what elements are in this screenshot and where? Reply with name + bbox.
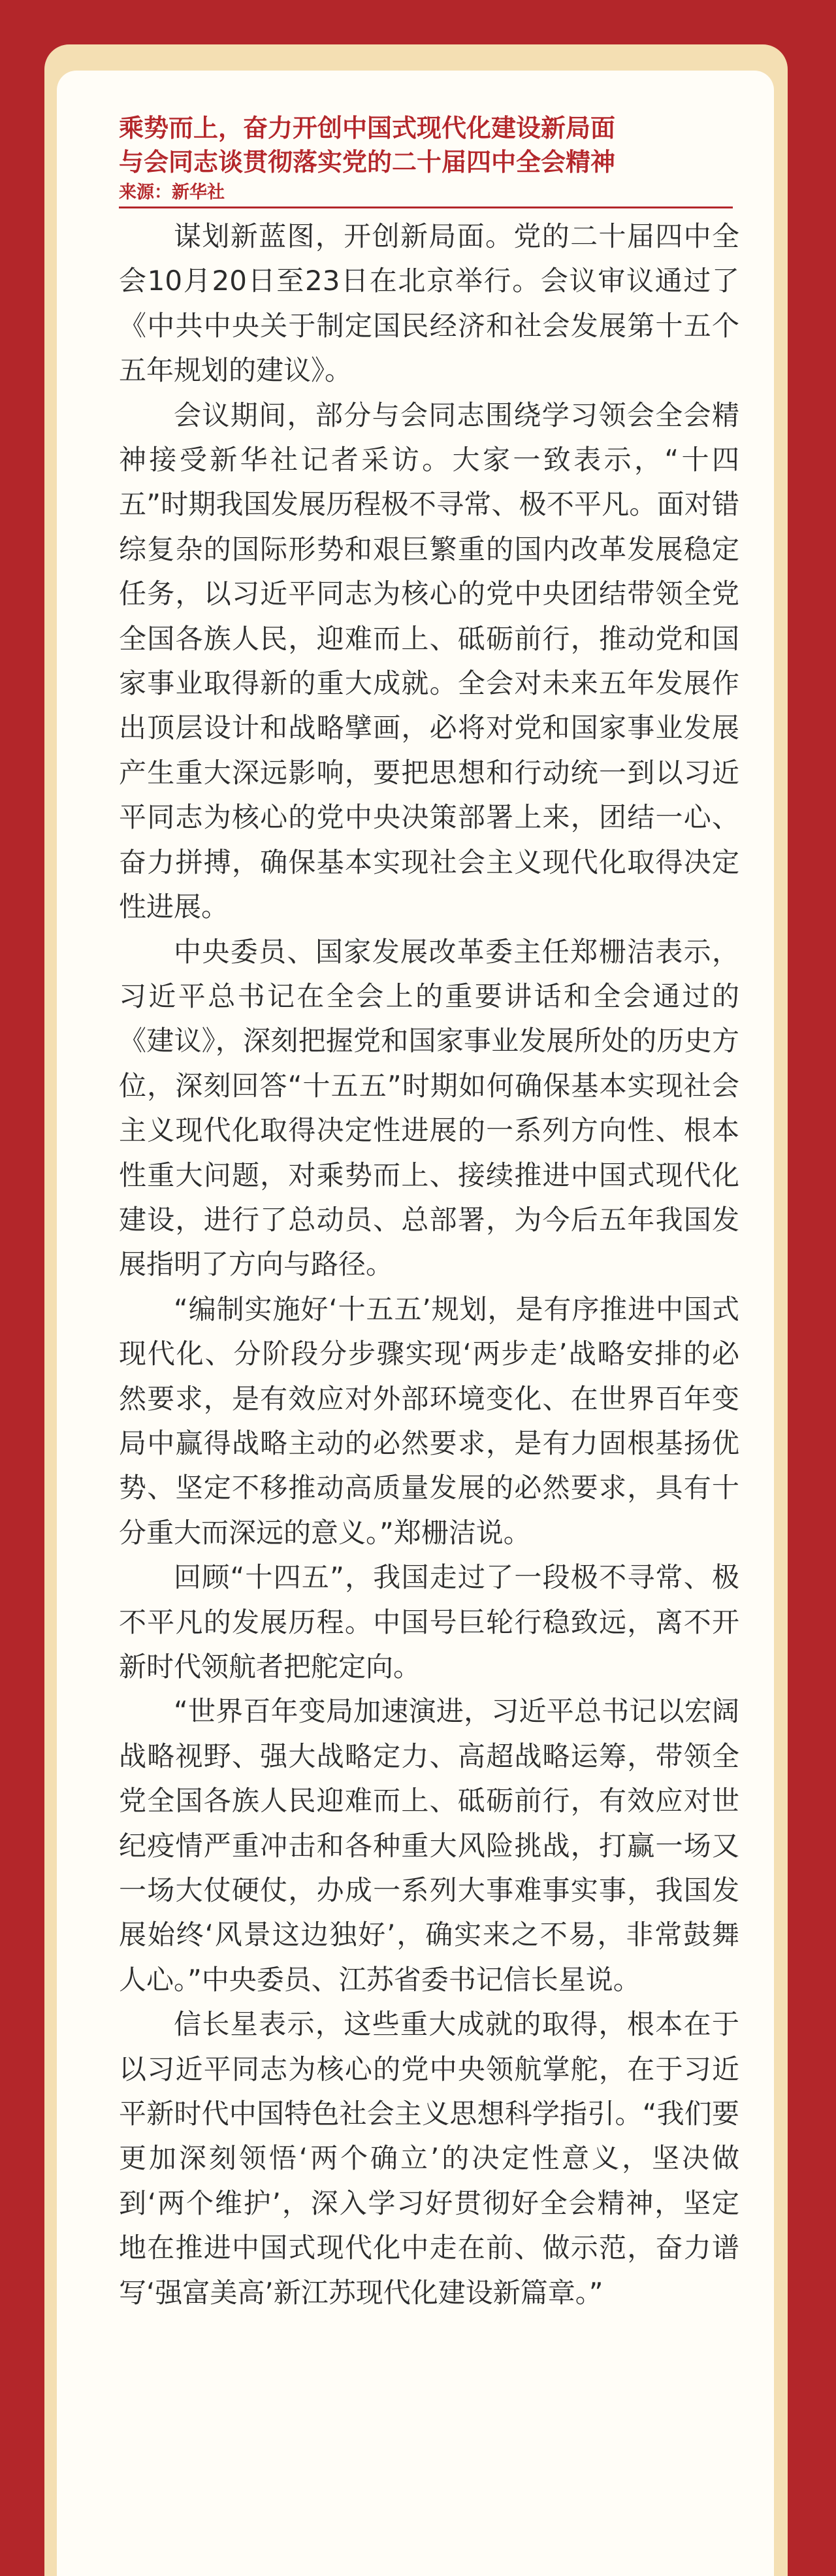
paragraph: 回顾“十四五”，我国走过了一段极不寻常、极不平凡的发展历程。中国号巨轮行稳致远，离不开新时代领航者把舵定向。 [119,1561,739,1683]
paragraph: “编制实施好‘十五五’规划，是有序推进中国式现代化、分阶段分步骤实现‘两步走’战略安排的必然要求，是有效应对外部环境变化、在世界百年变局中赢得战略主动的必然要求，是有力固根基扬优势、坚定不移推动高质量发展的必然要求，具有十分重大而深远的意义。”郑栅洁说。 [119,1293,739,1549]
article-source: 来源：新华社 [119,182,225,203]
paragraph: 中央委员、国家发展改革委主任郑栅洁表示，习近平总书记在全会上的重要讲话和全会通过的《建议》，深刻把握党和国家事业发展所处的历史方位，深刻回答“十五五”时期如何确保基本实现社会主义现代化取得决定性进展的一系列方向性、根本性重大问题，对乘势而上、接续推进中国式现代化建设，进行了总动员、总部署，为今后五年我国发展指明了方向与路径。 [119,935,739,1281]
paragraph: 信长星表示，这些重大成就的取得，根本在于以习近平同志为核心的党中央领航掌舵，在于习近平新时代中国特色社会主义思想科学指引。“我们要更加深刻领悟‘两个确立’的决定性意义，坚决做到‘两个维护’，深入学习好贯彻好全会精神，坚定地在推进中国式现代化中走在前、做示范，奋力谱写‘强富美高’新江苏现代化建设新篇章。” [119,2008,739,2309]
article-frame [44,44,788,2576]
article-sheet [57,71,774,2576]
article-header [119,111,739,208]
paragraph: “世界百年变局加速演进，习近平总书记以宏阔战略视野、强大战略定力、高超战略运筹，带领全党全国各族人民迎难而上、砥砺前行，有效应对世纪疫情严重冲击和各种重大风险挑战，打赢一场又一场大仗硬仗，办成一系列大事难事实事，我国发展始终‘风景这边独好’，确实来之不易，非常鼓舞人心。”中央委员、江苏省委书记信长星说。 [119,1695,739,1996]
article-body [119,214,739,2315]
paragraph: 会议期间，部分与会同志围绕学习领会全会精神接受新华社记者采访。大家一致表示，“十四五”时期我国发展历程极不寻常、极不平凡。面对错综复杂的国际形势和艰巨繁重的国内改革发展稳定任务，以习近平同志为核心的党中央团结带领全党全国各族人民，迎难而上、砥砺前行，推动党和国家事业取得新的重大成就。全会对未来五年发展作出顶层设计和战略擘画，必将对党和国家事业发展产生重大深远影响，要把思想和行动统一到以习近平同志为核心的党中央决策部署上来，团结一心、奋力拼搏，确保基本实现社会主义现代化取得决定性进展。 [119,399,739,923]
article-title-line-1: 乘势而上，奋力开创中国式现代化建设新局面 [119,114,616,142]
article-title-line-2: 与会同志谈贯彻落实党的二十届四中全会精神 [119,148,616,176]
paragraph: 谋划新蓝图，开创新局面。党的二十届四中全会10月20日至23日在北京举行。会议审议通过了《中共中央关于制定国民经济和社会发展第十五个五年规划的建议》。 [119,220,739,387]
header-divider [119,206,733,208]
